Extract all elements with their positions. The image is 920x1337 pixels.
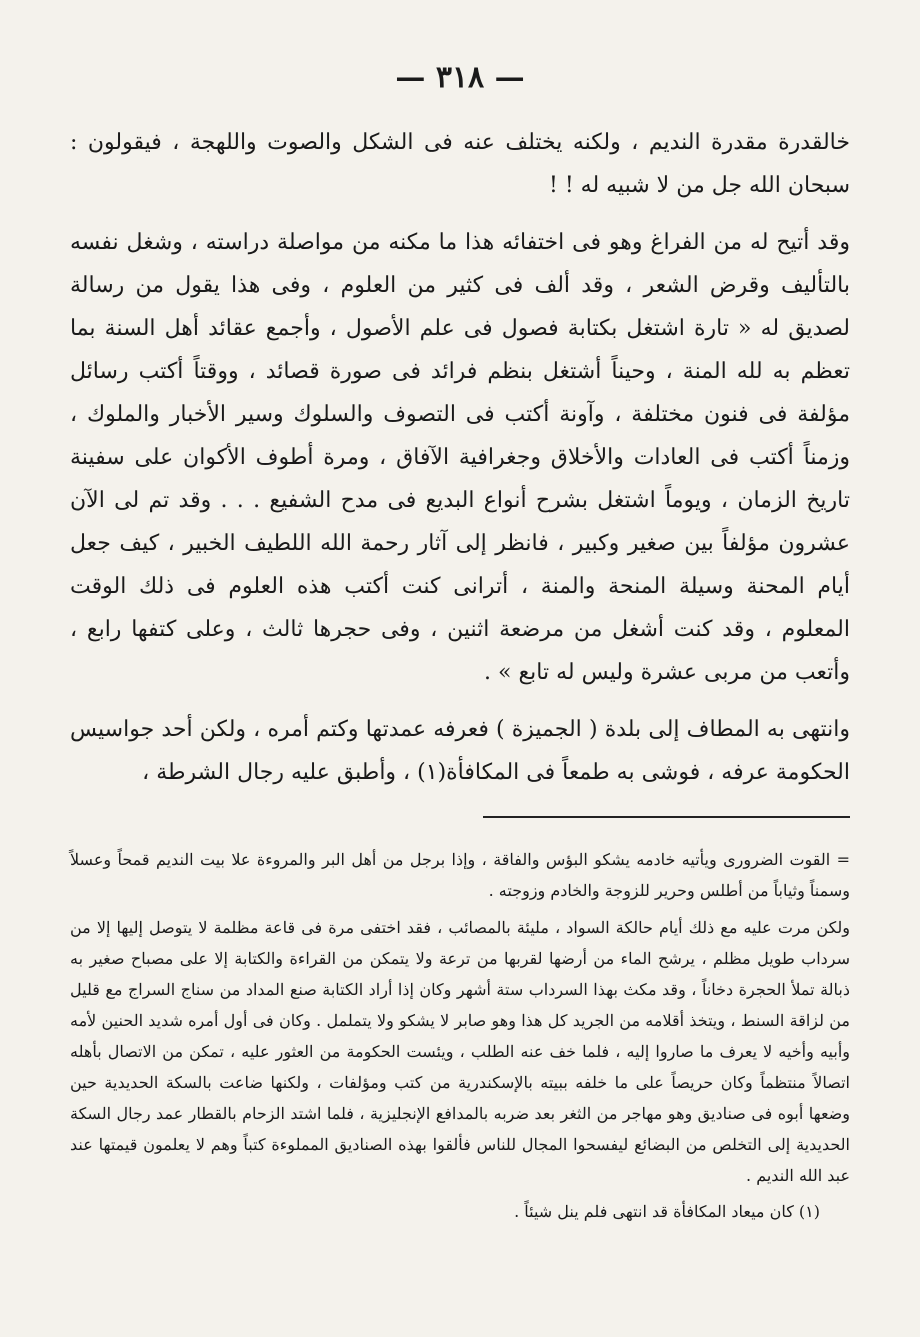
body-paragraph-2: وقد أتيح له من الفراغ وهو فى اختفائه هذا ما مكنه من مواصلة دراسته ، وشغل نفسه بالتأليف وقرض الشعر ، وقد ألف فى كثير من العلوم ، وفى هذا يقول من رسالة لصديق له « تارة اشتغل بكتابة فصول فى علم الأصول ، وأجمع عقائد أهل السنة بما تعظم به لله المنة ، وحيناً أشتغل بنظم فرائد فى صورة قصائد ، ووقتاً أكتب رسائل مؤلفة فى فنون مختلفة ، وآونة أكتب فى التصوف والسلوك وسير الأخبار والملوك ، وزمناً أكتب فى العادات والأخلاق وجغرافية الآفاق ، ومرة أطوف الأكوان على سفينة تاريخ الزمان ، ويوماً اشتغل بشرح أنواع البديع فى مدح الشفيع . . . وقد تم لى الآن عشرون مؤلفاً بين صغير وكبير ، فانظر إلى آثار رحمة الله اللطيف الخبير ، كيف جعل أيام المحنة وسيلة المنحة والمنة ، أترانى كنت أكتب هذه العلوم فى ذلك الوقت المعلوم ، وقد كنت أشغل من مرضعة اثنين ، وفى حجرها ثالث ، وعلى كتفها رابع ، وأتعب من مربى عشرة وليس له تابع » . [70, 230, 850, 685]
body-paragraph-3: وانتهى به المطاف إلى بلدة ( الجميزة ) فعرفه عمدتها وكتم أمره ، ولكن أحد جواسيس الحكومة عرفه ، فوشى به طمعاً فى المكافأة(١) ، وأطبق عليه رجال الشرطة ، [70, 717, 850, 785]
footnote-1: (١) كان ميعاد المكافأة قد انتهى فلم ينل شيئاً . [514, 1202, 820, 1221]
body-paragraph-1: خالقدرة مقدرة النديم ، ولكنه يختلف عنه فى الشكل والصوت واللهجة ، فيقولون : سبحان الله جل من لا شبيه له ! ! [70, 130, 850, 198]
footnote-divider [483, 816, 850, 818]
footnote-paragraph: ولكن مرت عليه مع ذلك أيام حالكة السواد ، مليئة بالمصائب ، فقد اختفى مرة فى قاعة مظلمة لا يتوصل إليها إلا من سرداب طويل مظلم ، يرشح الماء من أرضها لقربها من ترعة ولا يتمكن من القراءة والكتابة إلا على مصباح صغير به ذبالة تملأ الحجرة دخاناً ، وقد مكث بهذا السرداب ستة أشهر وكان إذا أراد الكتابة صنع المداد من سناج السراج مع قليل من لزاقة السنط ، ويتخذ أقلامه من الجريد كل هذا وهو صابر لا يشكو ولا يتململ . وكان فى أول أمره شديد الحنين لأمه وأبيه وأخيه لا يعرف ما صاروا إليه ، فلما خف عنه الطلب ، ويئست الحكومة من العثور عليه ، تمكن من الاتصال بأهله اتصالاً منتظماً وكان حريصاً على ما خلفه ببيته بالإسكندرية من كتب ومؤلفات ، ولكنها ضاعت بالسكة الحديدية حين وضعها أبوه فى صناديق وهو مهاجر من الثغر بعد ضربه بالمدافع الإنجليزية ، فلما اشتد الزحام بالقطار عمد رجال السكة الحديدية إلى التخلص من البضائع ليفسحوا المجال للناس فألقوا بهذه الصناديق المملوءة كتباً وهم لا يعلمون قيمتها عند عبد الله النديم . [70, 918, 851, 1185]
page-number: — ٣١٨ — [395, 60, 525, 95]
footnote-continuation: = القوت الضرورى ويأتيه خادمه يشكو البؤس والفاقة ، وإذا برجل من أهل البر والمروءة علا بيت النديم قمحاً وعسلاً وسمناً وثياباً من أطلس وحرير للزوجة والخادم وزوجته . [70, 850, 850, 900]
